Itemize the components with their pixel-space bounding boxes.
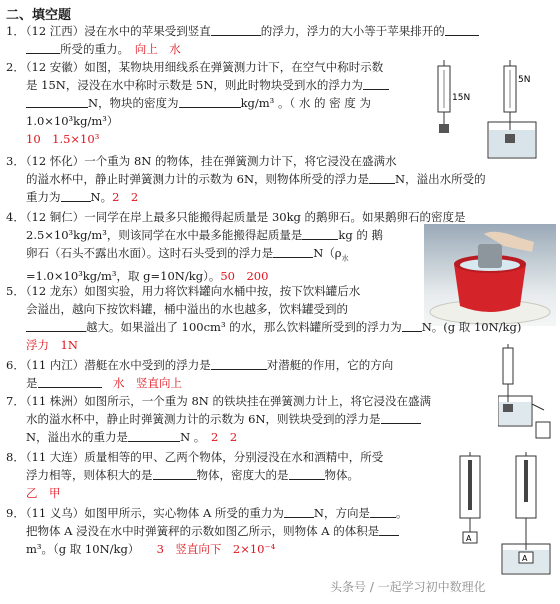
question-8: 8．（11 大连）质量相等的甲、乙两个物体，分别浸没在水和酒精中，所受 浮力相等，则体积大的是 物体，密度大的是 物体。 乙 甲 — [6, 450, 384, 500]
scale-label: 5N — [518, 75, 531, 85]
answer-blank — [153, 467, 197, 480]
answer-text: 3 竖直向下 2×10⁻⁴ — [156, 542, 276, 556]
answer-text: 2 2 — [112, 190, 139, 204]
question-number: 1． — [6, 24, 25, 38]
question-3: 3．（12 怀化）一个重为 8N 的物体，挂在弹簧测力计下，将它浸没在盛满水 的溢水杯中，静止时弹簧测力计的示数为 6N，则物体所受的浮力是 N，溢出水所受的 重力为 N。2 2 — [6, 154, 486, 204]
answer-text: 50 200 — [220, 269, 269, 284]
answer-blank — [211, 357, 267, 370]
object-label: A — [522, 554, 528, 563]
answer-blank — [302, 227, 338, 240]
answer-blank — [402, 319, 422, 332]
answer-text: 向上 水 — [134, 42, 181, 56]
question-9: 9．（11 义乌）如图甲所示，实心物体 A 所受的重力为 N，方向是 。 把物体 A 浸没在水中时弹簧秤的示数如图乙所示，则物体 A 的体积是 m³。（g 取 10N/kg） 3 竖直向下 2×10⁻⁴ — [6, 506, 408, 556]
answer-blank — [370, 505, 396, 518]
question-7: 7．（11 株洲）如图所示，一个重为 8N 的铁块挂在弹簧测力计上，将它浸没在盛满 水的溢水杯中，静止时弹簧测力计的示数为 6N，则铁块受到的浮力是 N，溢出水的重力是 N 。 2 2 — [6, 394, 431, 444]
answer-text: 10 1.5×10³ — [26, 132, 100, 146]
answer-text: 乙 甲 — [26, 486, 61, 500]
question-2: 2．（12 安徽）如图，某物块用细线系在弹簧测力计下，在空气中称时示数 是 15N，浸没在水中称时示数是 5N，则此时物块受到水的浮力为 N，物块的密度为 kg/m³ 。（ 水 的 密 度 为 1.0×10³kg/m³） 10 1.5×10³ — [6, 58, 389, 148]
question-5: 5．（12 龙东）如图实验，用力将饮料罐向水桶中按，按下饮料罐后水 会溢出，越向下按饮料罐，桶中溢出的水也越多，饮料罐受到的 越大。如果溢出了 100cm³ 的水，那么饮料罐所受到的浮力为 N。(g 取 10N/kg) 浮力 1N — [6, 284, 522, 352]
answer-text: 水 竖直向上 — [113, 376, 182, 390]
answer-blank — [26, 95, 88, 108]
answer-blank — [445, 23, 479, 36]
answer-blank — [289, 467, 325, 480]
answer-blank — [26, 41, 60, 54]
spring-scale-figure — [430, 60, 558, 160]
section-title: 二、填空题 — [6, 8, 72, 23]
answer-blank — [363, 77, 389, 90]
watermark: 头条号 / 一起学习初中数理化 — [330, 580, 486, 594]
answer-blank — [379, 523, 399, 536]
answer-text: 2 2 — [211, 430, 238, 444]
answer-blank — [26, 319, 86, 332]
answer-blank — [369, 171, 395, 184]
question-4: 4．（12 铜仁）一同学在岸上最多只能搬得起质量是 30kg 的鹅卵石。如果鹅卵石的密度是 2.5×10³kg/m³，则该同学在水中最多能搬得起质量是 kg 的 鹅 卵石（石头不露出水面）。这时石头受到的浮力是 $N(\rho_水$ =1.0×10³kg/m³，取 g=10N/kg）。50 200 — [6, 210, 466, 284]
question-1: 1．（12 江西）浸在水中的苹果受到竖直 的浮力，浮力的大小等于苹果排开的 所受的重力。 向上 水 — [6, 22, 479, 58]
object-label: A — [466, 534, 472, 543]
answer-blank — [61, 189, 91, 202]
answer-blank — [38, 375, 102, 388]
answer-blank — [211, 23, 261, 36]
scale-label: 15N — [452, 93, 471, 103]
answer-blank — [179, 95, 241, 108]
answer-blank — [381, 411, 421, 424]
overflow-cup-figure — [498, 344, 554, 440]
answer-text: 浮力 1N — [26, 338, 78, 352]
question-6: 6．（11 内江）潜艇在水中受到的浮力是 对潜艇的作用，它的方向 是 水 竖直向上 — [6, 358, 394, 390]
answer-blank — [128, 429, 180, 442]
answer-blank — [284, 505, 314, 518]
object-a-figure — [448, 452, 556, 576]
answer-blank — [273, 245, 313, 258]
